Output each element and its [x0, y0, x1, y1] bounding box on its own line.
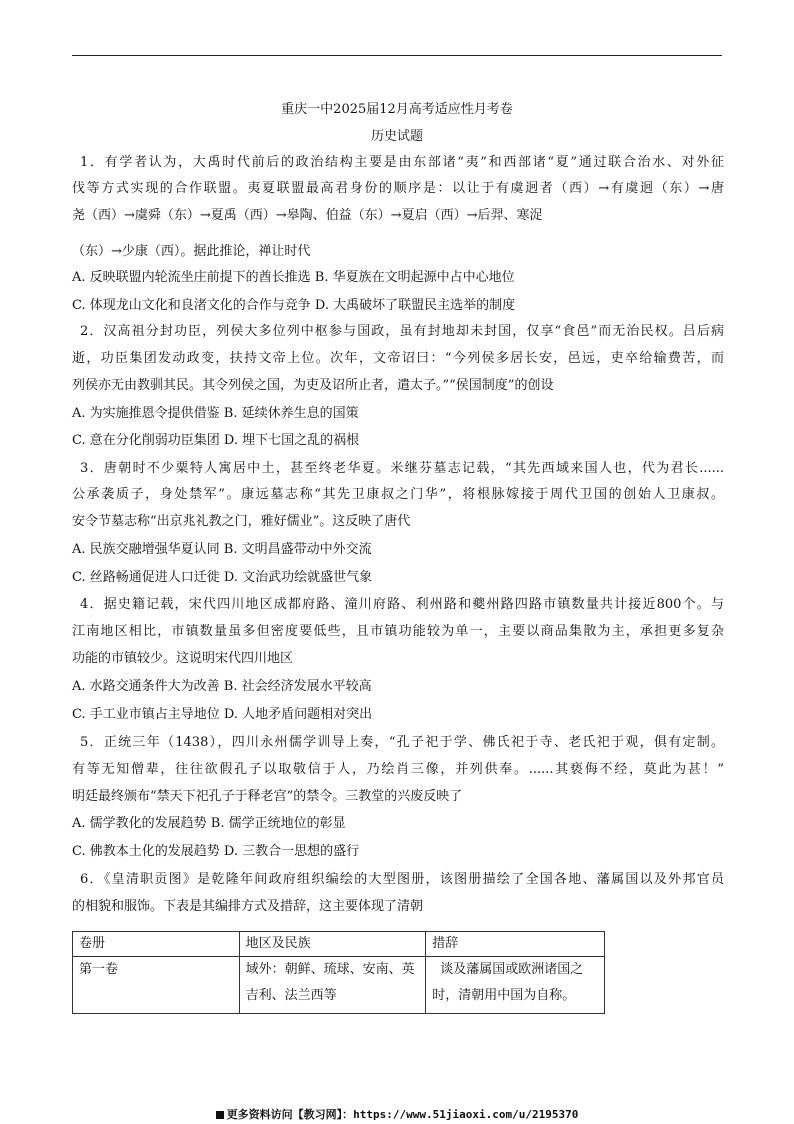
- table-cell-volume: [73, 957, 240, 1014]
- footer-link[interactable]: 更多资料访问【教习网】：https://www.51jiaoxi.com/u/2195370: [226, 1108, 579, 1121]
- q3-option-cd: C. 丝路畅通促进人口迁徙 D. 文治武功绘就盛世气象: [72, 570, 373, 585]
- table-header-volume: 卷册: [73, 932, 240, 957]
- q4-line-2: 江南地区相比，市镇数量虽多但密度要低些，且市镇功能较为单一，主要以商品集散为主，承担更多复杂: [72, 624, 724, 639]
- q3-line-1: 3．唐朝时不少粟特人寓居中土，甚至终老华夏。米继芬墓志记载，“其先西域来国人也，代为君长......: [80, 461, 724, 476]
- q1-line-1: 1．有学者认为，大禹时代前后的政治结构主要是由东部诸“夷”和西部诸“夏”通过联合治水、对外征: [80, 155, 724, 170]
- q5-option-cd: C. 佛教本土化的发展趋势 D. 三教合一思想的盛行: [72, 844, 360, 859]
- q5-line-2: 有等无知僧辈，往往欲假孔子以取敬信于人，乃绘肖三像，并列供奉。......其亵侮不经，莫此为甚！”: [72, 762, 724, 777]
- q2-option-cd: C. 意在分化削弱功臣集团 D. 埋下七国之乱的祸根: [72, 433, 360, 448]
- q6-line-1: 6．《皇清职贡图》是乾隆年间政府组织编绘的大型图册，该图册描绘了全国各地、藩属国以及外邦官员: [80, 872, 724, 887]
- exam-title: 重庆一中2025届12月高考适应性月考卷: [281, 102, 513, 117]
- q2-line-2: 逝，功臣集团发动政变，扶持文帝上位。次年，文帝诏曰：“今列侯多居长安，邑远，吏卒给输费苦，而: [72, 351, 724, 366]
- table-row: [73, 957, 605, 1014]
- region-text-1: 域外：朝鲜、琉球、安南、英: [245, 962, 415, 977]
- wording-text-1: 谈及藩属国或欧洲诸国之: [440, 962, 584, 977]
- footer: [0, 1106, 794, 1122]
- q3-option-ab: A. 民族交融增强华夏认同 B. 文明昌盛带动中外交流: [72, 542, 372, 557]
- q6-line-2: 的相貌和服饰。下表是其编排方式及措辞，这主要体现了清朝: [72, 899, 424, 914]
- q2-line-1: 2．汉高祖分封功臣，列侯大多位列中枢参与国政，虽有封地却未封国，仅享“食邑”而无治民权。吕后病: [80, 324, 724, 339]
- q4-line-1: 4．据史籍记载，宋代四川地区成都府路、潼川府路、利州路和夔州路四路市镇数量共计接近800个。与: [80, 597, 724, 612]
- q1-line-2: 伐等方式实现的合作联盟。夷夏联盟最高君身份的顺序是：以让于有虞迥者（西）→有虞迥（东）→唐: [72, 181, 724, 196]
- q4-option-cd: C. 手工业市镇占主导地位 D. 人地矛盾问题相对突出: [72, 707, 373, 722]
- q4-line-3: 功能的市镇较少。这说明宋代四川地区: [72, 651, 294, 666]
- table-header-region: 地区及民族: [239, 932, 426, 957]
- q2-option-ab: A. 为实施推恩令提供借鉴 B. 延续休养生息的国策: [72, 406, 359, 421]
- top-rule: [72, 55, 722, 56]
- table-cell-region: [239, 957, 426, 1014]
- q5-line-1: 5．正统三年（1438），四川永州儒学训导上奏，“孔子祀于学、佛氏祀于寺、老氏祀于观，俱有定制。: [80, 735, 724, 750]
- exam-subtitle: 历史试题: [370, 129, 423, 144]
- q4-option-ab: A. 水路交通条件大为改善 B. 社会经济发展水平较高: [72, 679, 372, 694]
- table-cell-wording: [426, 957, 605, 1014]
- flag-icon: [216, 1111, 224, 1119]
- table-header-wording: 措辞: [426, 932, 605, 957]
- wording-text-2: 时，清朝用中国为自称。: [432, 988, 576, 1003]
- region-text-2: 吉利、法兰西等: [245, 988, 337, 1003]
- q3-line-3: 安令节墓志称“出京兆礼教之门，雅好儒业”。这反映了唐代: [72, 514, 411, 529]
- volume-text: 第一卷: [79, 962, 119, 977]
- q5-line-3: 明廷最终颁布“禁天下祀孔子于释老宫”的禁令。三教堂的兴废反映了: [72, 789, 463, 804]
- q5-option-ab: A. 儒学教化的发展趋势 B. 儒学正统地位的彰显: [72, 816, 346, 831]
- q1-option-ab: A. 反映联盟内轮流坐庄前提下的酋长推选 B. 华夏族在文明起源中占中心地位: [72, 270, 515, 285]
- q6-table: [72, 931, 605, 1014]
- q3-line-2: 公承袭质子，身处禁军”。康远墓志称“其先卫康叔之门华”，将根脉嫁接于周代卫国的创始人卫康叔。: [72, 487, 724, 502]
- q2-line-3: 列侯亦无由教驯其民。其令列侯之国，为吏及诏所止者，遣太子。”“侯国制度”的创设: [72, 378, 554, 393]
- table-header-row: [73, 932, 605, 957]
- q1-option-cd: C. 体现龙山文化和良渚文化的合作与竞争 D. 大禹破坏了联盟民主选举的制度: [72, 298, 516, 313]
- q1-line-3: 尧（西）→虞舜（东）→夏禹（西）→皋陶、伯益（东）→夏启（西）→后羿、寒浞: [72, 208, 543, 223]
- q1-line-4: （东）→少康（西）。据此推论，禅让时代: [72, 244, 311, 259]
